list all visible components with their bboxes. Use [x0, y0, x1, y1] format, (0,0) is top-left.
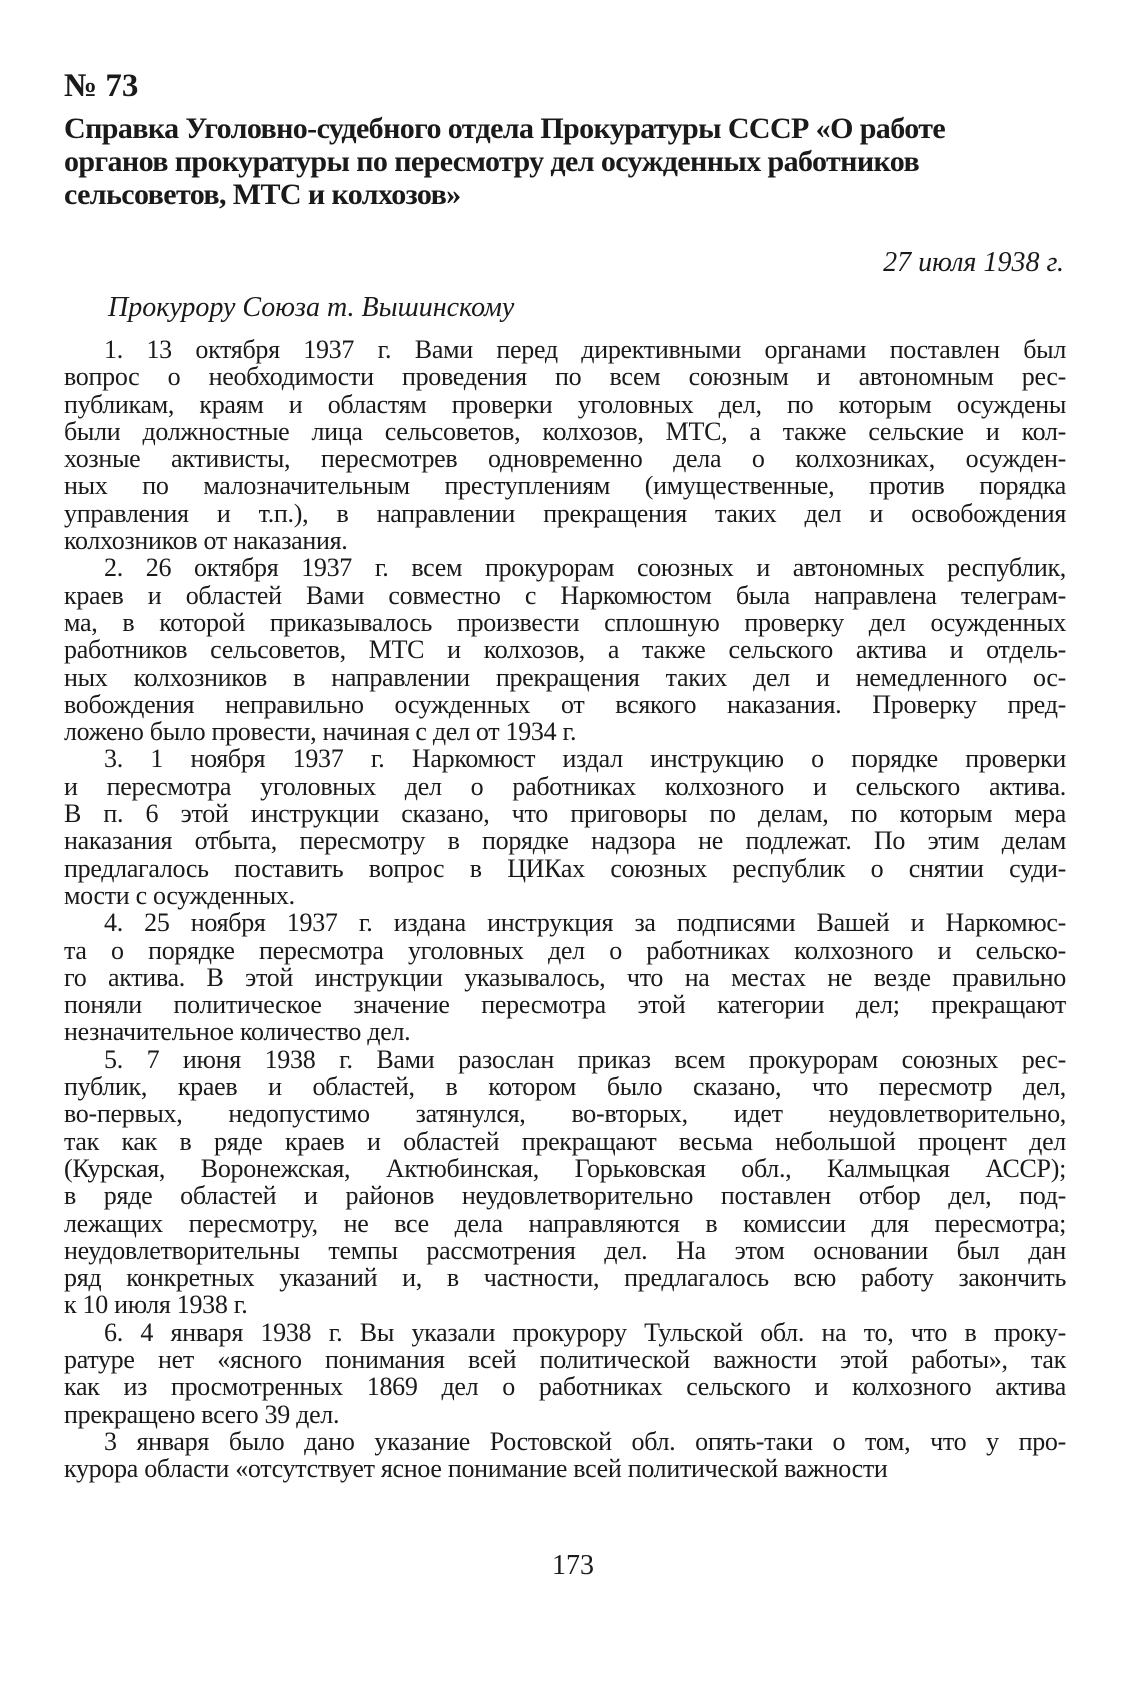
- text-line: 6. 4 января 1938 г. Вы указали прокурору Тульской обл. на то, что в проку-: [104, 1317, 1066, 1347]
- text-line: колхозников от наказания.: [64, 526, 348, 556]
- title-line: органов прокуратуры по пересмотру дел осужденных работников: [64, 145, 920, 178]
- text-line: краев и областей Вами совместно с Наркомюстом была направлена телеграм-: [64, 580, 1066, 610]
- text-line: 2. 26 октября 1937 г. всем прокурорам союзных и автономных республик,: [104, 553, 1066, 583]
- text-line: ма, в которой приказывалось произвести сплошную проверку дел осужденных: [64, 607, 1066, 637]
- paragraph: [64, 745, 1066, 909]
- paragraph: [64, 1046, 1066, 1319]
- paragraph: [64, 336, 1066, 554]
- text-line: та о порядке пересмотра уголовных дел о работниках колхозного и сельско-: [64, 935, 1066, 965]
- text-line: так как в ряде краев и областей прекращают весьма небольшой процент дел: [64, 1126, 1066, 1156]
- text-line: го актива. В этой инструкции указывалось, что на местах не везде правильно: [64, 962, 1066, 992]
- text-line: публик, краев и областей, в котором было сказано, что пересмотр дел,: [64, 1072, 1066, 1102]
- paragraph: [64, 1319, 1066, 1428]
- text-line: ложено было провести, начиная с дел от 1934 г.: [64, 717, 577, 747]
- text-line: 3 января было дано указание Ростовской обл. опять-таки о том, что у про-: [104, 1426, 1066, 1456]
- text-line: наказания отбыта, пересмотру в порядке надзора не подлежат. По этим делам: [64, 826, 1066, 856]
- text-line: хозные активисты, пересмотрев одновременно дела о колхозниках, осужден-: [64, 444, 1066, 474]
- text-line: ных колхозников в направлении прекращения таких дел и немедленного ос-: [64, 662, 1066, 692]
- text-line: ных по малозначительным преступлениям (имущественные, против порядка: [64, 471, 1066, 501]
- text-line: в ряде областей и районов неудовлетворительно поставлен отбор дел, под-: [64, 1181, 1066, 1211]
- text-line: курора области «отсутствует ясное понимание всей политической важности: [64, 1454, 888, 1484]
- document-date: 27 июля 1938 г.: [883, 247, 1064, 278]
- text-line: были должностные лица сельсоветов, колхозов, МТС, а также сельские и кол-: [64, 416, 1066, 446]
- text-line: ряд конкретных указаний и, в частности, предлагалось всю работу закончить: [64, 1263, 1066, 1293]
- text-line: лежащих пересмотру, не все дела направляются в комиссии для пересмотра;: [64, 1208, 1066, 1238]
- text-line: мости с осужденных.: [64, 880, 295, 910]
- text-line: (Курская, Воронежская, Актюбинская, Горьковская обл., Калмыцкая АССР);: [64, 1153, 1066, 1183]
- text-line: неудовлетворительны темпы рассмотрения дел. На этом основании был дан: [64, 1235, 1066, 1265]
- document-body: [64, 336, 1066, 1482]
- text-line: вобождения неправильно осужденных от всякого наказания. Проверку пред-: [64, 689, 1066, 719]
- text-line: к 10 июля 1938 г.: [64, 1290, 248, 1320]
- text-line: и пересмотра уголовных дел о работниках колхозного и сельского актива.: [64, 771, 1066, 801]
- text-line: предлагалось поставить вопрос в ЦИКах союзных республик о снятии суди-: [64, 853, 1066, 883]
- document-number: № 73: [64, 68, 139, 104]
- paragraph: [64, 909, 1066, 1045]
- text-line: управления и т.п.), в направлении прекращения таких дел и освобождения: [64, 498, 1066, 528]
- text-line: В п. 6 этой инструкции сказано, что приговоры по делам, по которым мера: [64, 799, 1066, 829]
- title-line: сельсоветов, МТС и колхозов»: [64, 178, 461, 211]
- text-line: поняли политическое значение пересмотра этой категории дел; прекращают: [64, 990, 1066, 1020]
- addressee: Прокурору Союза т. Вышинскому: [108, 292, 515, 323]
- text-line: работников сельсоветов, МТС и колхозов, а также сельского актива и отдель-: [64, 635, 1066, 665]
- title-line: Справка Уголовно-судебного отдела Прокуратуры СССР «О работе: [64, 112, 946, 145]
- text-line: 1. 13 октября 1937 г. Вами перед директивными органами поставлен был: [104, 335, 1066, 364]
- text-line: незначительное количество дел.: [64, 1017, 411, 1047]
- text-line: публикам, краям и областям проверки уголовных дел, по которым осуждены: [64, 389, 1066, 419]
- text-line: вопрос о необходимости проведения по всем союзным и автономным рес-: [64, 362, 1066, 392]
- text-line: во-первых, недопустимо затянулся, во-вторых, идет неудовлетворительно,: [64, 1099, 1066, 1129]
- page-number: 173: [552, 1550, 594, 1581]
- document-title: [64, 112, 1064, 211]
- text-line: 3. 1 ноября 1937 г. Наркомюст издал инструкцию о порядке проверки: [104, 744, 1066, 774]
- paragraph: [64, 1428, 1066, 1483]
- text-line: прекращено всего 39 дел.: [64, 1399, 340, 1429]
- text-line: ратуре нет «ясного понимания всей политической важности этой работы», так: [64, 1344, 1066, 1374]
- text-line: как из просмотренных 1869 дел о работниках сельского и колхозного актива: [64, 1372, 1066, 1402]
- paragraph: [64, 554, 1066, 745]
- text-line: 4. 25 ноября 1937 г. издана инструкция за подписями Вашей и Наркомюс-: [104, 908, 1066, 938]
- text-line: 5. 7 июня 1938 г. Вами разослан приказ всем прокурорам союзных рес-: [104, 1044, 1066, 1074]
